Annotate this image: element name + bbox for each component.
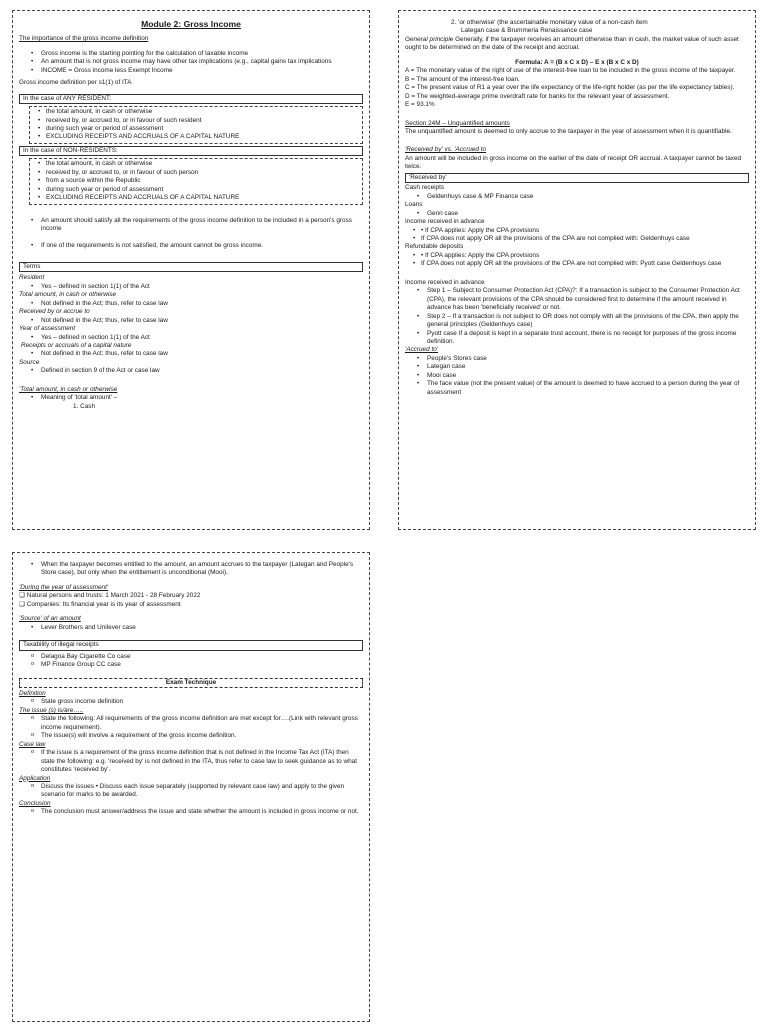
s24m-heading: Section 24M – Unquantified amounts <box>405 119 510 127</box>
page-title: Module 2: Gross Income <box>141 19 241 29</box>
general-text: Generally, if the taxpayer receives an amount otherwise than in cash, the market value of such asset ought to be determined on the date of the receipt and accrual. <box>405 35 739 52</box>
nonresident-items <box>29 158 363 204</box>
term-label: Resident <box>19 274 45 282</box>
list-item: • If one of the requirements is not satisfied, the amount cannot be gross income. <box>19 242 363 250</box>
meaning-sub-item: 1. Cash <box>73 402 96 410</box>
formula-definitions <box>405 67 749 109</box>
terms-list <box>19 274 363 375</box>
cash-label: Cash receipts <box>405 184 445 192</box>
issue-heading: The issue (s) is/are….. <box>19 706 84 714</box>
year-item-text: Natural persons and trusts: 1 March 2021 - 28 February 2022 <box>26 592 201 600</box>
definition-line: Gross income definition per s1(1) of ITA <box>19 79 132 87</box>
illegal-box-label: Taxability of illegal receipts <box>23 641 99 649</box>
list-item: o Discuss the issues • Discuss each issue separately (supported by relevant case law) and apply to the given scenario for marks to be awarded. <box>19 783 363 800</box>
illegal-box <box>19 640 363 650</box>
term-desc: • Not defined in the Act; thus, refer to case law <box>19 350 363 358</box>
item-2-cases: Lategan case & Brummeria Renaissance case <box>461 27 593 35</box>
notes-page-3 <box>12 552 370 1022</box>
formula-line: C = The present value of R1 a year over the life expectancy of the life-right holder (as per the life expectancy tables). <box>405 84 735 92</box>
conclusion-heading: Conclusion <box>19 799 51 807</box>
general-label: General principle <box>405 35 454 43</box>
list-item: • from a source within the Republic <box>30 177 362 185</box>
source-heading: 'Source' of an amount <box>19 615 81 623</box>
list-item: o If the issue is a requirement of the gross income definition that is not defined in the Income Tax Act (ITA) then state the following: e.g. 'received by' is not defined in the ITA, thus refer to case law to seek guidance as to what constitutes 'received by'. <box>19 749 363 774</box>
notes-page-2 <box>398 10 756 530</box>
notes-page-1 <box>12 10 370 530</box>
caselaw-heading: Case law <box>19 740 46 748</box>
list-item: • If CPA does not apply OR all the provisions of the CPA are not complied with: Pyott case Geldenhuys case <box>405 260 749 268</box>
list-item: • Gross income is the starting pointing for the calculation of taxable income <box>19 50 363 58</box>
list-item: • the total amount, in cash or otherwise <box>30 108 362 116</box>
list-item: • An amount should satisfy all the requirements of the gross income definition to be included in a person's gross income <box>19 217 363 234</box>
formula-line: E = 93.1% <box>405 101 435 109</box>
item-2: 2. 'or otherwise' (the ascertainable monetary value of a non-cash item <box>451 19 648 26</box>
list-item: o Delagoa Bay Cigarette Co case <box>19 653 363 661</box>
formula-line: D = The weighted-average prime overdraft rate for banks for the relevant year of assessment. <box>405 92 670 100</box>
list-item: • Pyott case If a deposit is kept in a separate trust account, there is no receipt for purposes of the gross income definition. <box>405 330 749 347</box>
list-item: o State the following: All requirements of the gross income definition are met except for….(Link with relevant gross income requirement). <box>19 715 363 732</box>
nonresident-box-label: In the case of NON-RESIDENTS: <box>23 146 118 154</box>
exam-box <box>19 678 363 688</box>
list-item <box>19 592 363 600</box>
list-item: • When the taxpayer becomes entitled to the amount, an amount accrues to the taxpayer (Lategan and People's Store case), but only when the entitlement is unconditional (Mooi). <box>19 561 363 578</box>
list-item: • received by, or accrued to, or in favour of such person <box>30 169 362 177</box>
year-heading: 'During the year of assessment' <box>19 583 109 591</box>
list-item: • the total amount, in cash or otherwise <box>30 160 362 168</box>
term-desc: • Not defined in the Act; thus, refer to case law <box>19 317 363 325</box>
definition-heading: Definition <box>19 689 46 697</box>
terms-box <box>19 262 363 272</box>
nonresident-box <box>19 146 363 156</box>
importance-list <box>19 50 363 75</box>
term-label: Received by or accrue to <box>19 308 90 316</box>
term-label: Year of assessment <box>19 325 76 333</box>
loans-label: Loans <box>405 201 423 209</box>
list-item: • received by, or accrued to, or in favour of such resident <box>30 117 362 125</box>
year-item-text: Companies: Its financial year is its year of assessment <box>26 600 181 608</box>
s24m-text: The unquantified amount is deemed to only accrue to the taxpayer in the year of assessment when it is quantifiable. <box>405 127 732 135</box>
list-item: o The issue(s) will involve a requirement of the gross income definition. <box>19 732 363 740</box>
list-item: o MP Finance Group CC case <box>19 661 363 669</box>
rva-text: An amount will be included in gross income on the earlier of the date of receipt OR accrual. A taxpayer cannot be taxed twice. <box>405 154 742 171</box>
list-item: • If CPA does not apply OR all the provisions of the CPA are not complied with: Geldenhuys case <box>405 235 749 243</box>
formula-line: A = The monetary value of the right of use of the interest-free loan to be included in the gross income of the taxpayer. <box>405 67 736 75</box>
list-item: • EXCLUDING RECEIPTS AND ACCRUALS OF A CAPITAL NATURE <box>30 194 362 202</box>
list-item: • during such year or period of assessment <box>30 125 362 133</box>
resident-box <box>19 94 363 104</box>
refund-label: Refundable deposits <box>405 243 464 251</box>
term-label: Receipts or accruals of a capital nature <box>21 342 132 350</box>
received-box <box>405 173 749 183</box>
term-desc: • Not defined in the Act; thus, refer to case law <box>19 300 363 308</box>
list-item: • People's Stores case <box>405 355 749 363</box>
general-principle <box>405 36 749 53</box>
importance-heading: The importance of the gross income definition <box>19 35 149 43</box>
exam-box-label: Exam Technique <box>165 678 217 686</box>
list-item: o The conclusion must answer/address the issue and state whether the amount is included in gross income or not. <box>19 808 363 816</box>
list-item: • Lever Brothers and Unilever case <box>19 624 363 632</box>
term-desc: • Yes – defined in section 1(1) of the Act <box>19 334 363 342</box>
list-item: • An amount that is not gross income may have other tax implications (e.g., capital gains tax implications <box>19 58 363 66</box>
list-item: • Meaning of 'total amount' – <box>19 394 363 402</box>
term-label: Total amount, in cash or otherwise <box>19 291 117 299</box>
term-desc: • Yes – defined in section 1(1) of the Act <box>19 283 363 291</box>
list-item: • Genn case <box>405 210 749 218</box>
formula-line: B = The amount of the interest-free loan. <box>405 75 520 83</box>
resident-box-label: In the case of ANY RESIDENT: <box>23 94 111 102</box>
terms-box-label: Terms <box>23 262 41 270</box>
list-item: • • If CPA applies: Apply the CPA provisions <box>405 227 749 235</box>
list-item: • during such year or period of assessment <box>30 186 362 194</box>
list-item: • • If CPA applies: Apply the CPA provisions <box>405 252 749 260</box>
list-item: • Lategan case <box>405 363 749 371</box>
advance-label: Income received in advance <box>405 218 485 226</box>
list-item: • Step 2 – If a transaction is not subject to OR does not comply with all the provisions of the CPA, then apply the general principles (Geldenhuys case) <box>405 313 749 330</box>
application-heading: Application <box>19 774 51 782</box>
resident-items <box>29 106 363 144</box>
accrued-heading: 'Accrued to' <box>405 346 438 354</box>
term-label: Source <box>19 358 40 366</box>
list-item: • Step 1 – Subject to Consumer Protection Act (CPA)?: If a transaction is subject to the Consumer Protection Act (CPA), the relevant provisions of the CPA should be considered first to determine if the amount received in advance has been 'beneficially received' or not. <box>405 287 749 312</box>
list-item: • Geldenhuys case & MP Finance case <box>405 193 749 201</box>
received-box-label: 'Received by' <box>409 173 447 181</box>
total-amount-heading: 'Total amount, in cash or otherwise <box>19 385 118 393</box>
formula: Formula: A = (B x C x D) – E x (B x C x D) <box>515 58 639 66</box>
list-item: o State gross income definition <box>19 698 363 706</box>
list-item: • The face value (not the present value) of the amount is deemed to have accrued to a person during the year of assessment <box>405 380 749 397</box>
requirement-list <box>19 217 363 250</box>
list-item: • EXCLUDING RECEIPTS AND ACCRUALS OF A CAPITAL NATURE <box>30 133 362 141</box>
list-item: • Mooi case <box>405 372 749 380</box>
list-item <box>19 601 363 609</box>
list-item: • INCOME = Gross income less Exempt Income <box>19 67 363 75</box>
term-desc: • Defined in section 9 of the Act or case law <box>19 367 363 375</box>
rva-heading: 'Received by' vs. 'Accrued to <box>405 146 487 154</box>
advance2-label: Income received in advance <box>405 278 485 286</box>
